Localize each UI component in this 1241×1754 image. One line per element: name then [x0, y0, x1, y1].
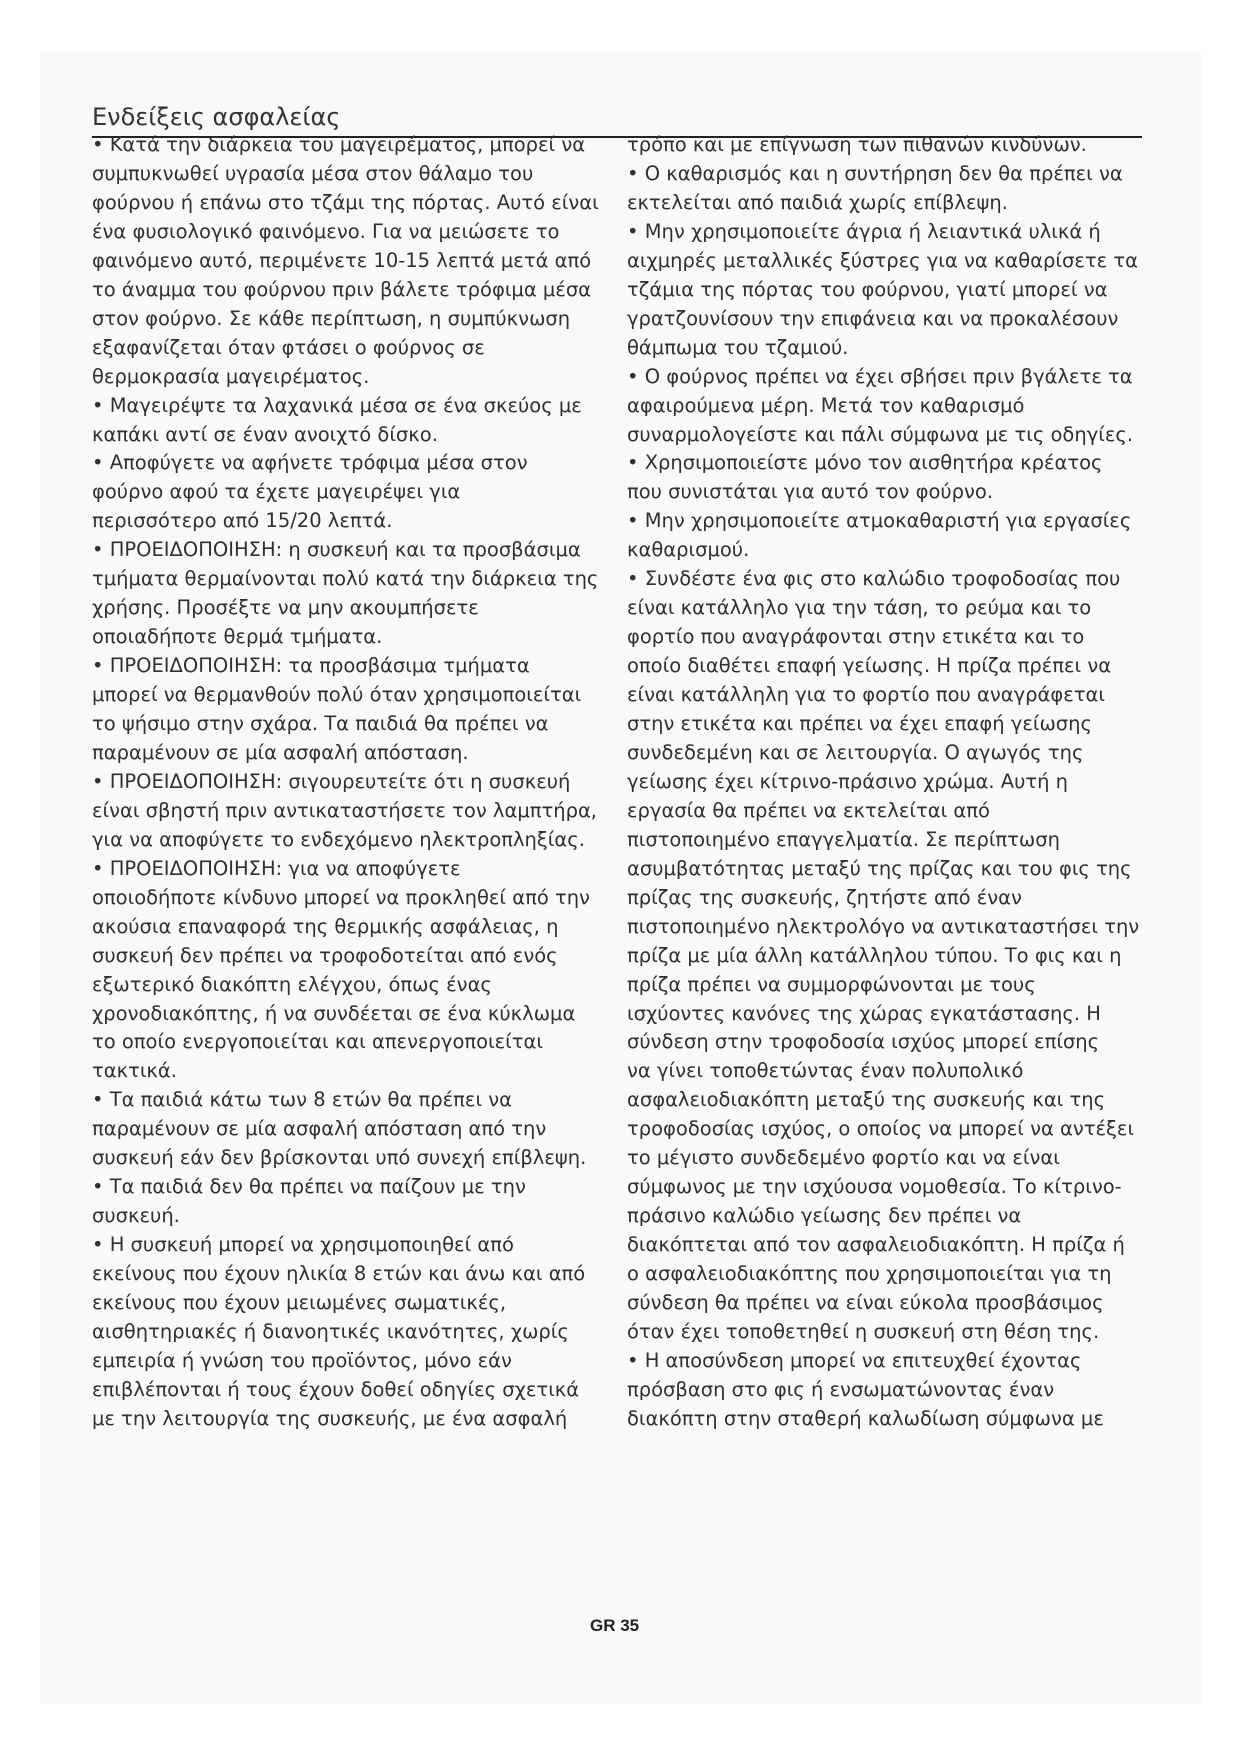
text-line: το ψήσιμο στην σχάρα. Τα παιδιά θα πρέπει να: [92, 712, 549, 735]
text-line: σύμφωνος με την ισχύουσα νομοθεσία. Το κίτρινο-: [627, 1175, 1122, 1199]
text-line: είναι σβηστή πριν αντικαταστήσετε τον λαμπτήρα,: [92, 798, 598, 822]
text-line: • Η συσκευή μπορεί να χρησιμοποιηθεί από: [92, 1233, 514, 1257]
text-line: πιστοποιημένο επαγγελματία. Σε περίπτωση: [627, 827, 1060, 851]
text-line: • ΠΡΟΕΙΔΟΠΟΙΗΣΗ: η συσκευή και τα προσβάσιμα: [92, 538, 581, 562]
text-line: ισχύοντες κανόνες της χώρας εγκατάστασης. Η: [627, 1001, 1101, 1025]
text-line: όταν έχει τοποθετηθεί η συσκευή στη θέση της.: [627, 1319, 1100, 1343]
text-line: φούρνο αφού τα έχετε μαγειρέψει για: [92, 480, 461, 504]
text-line: αφαιρούμενα μέρη. Μετά τον καθαρισμό: [627, 393, 1025, 417]
text-line: θερμοκρασία μαγειρέματος.: [92, 364, 370, 388]
text-line: για να αποφύγετε το ενδεχόμενο ηλεκτροπληξίας.: [92, 827, 585, 851]
text-line: συσκευή δεν πρέπει να τροφοδοτείται από ενός: [92, 943, 558, 967]
text-line: στην ετικέτα και πρέπει να έχει επαφή γείωσης: [627, 712, 1092, 735]
text-line: φούρνου ή επάνω στο τζάμι της πόρτας. Αυτό είναι: [92, 190, 599, 214]
text-line: τροφοδοσίας ισχύος, ο οποίος να μπορεί να αντέξει: [627, 1117, 1135, 1141]
text-line: συσκευή εάν δεν βρίσκονται υπό συνεχή επίβλεψη.: [92, 1146, 587, 1170]
text-line: • ΠΡΟΕΙΔΟΠΟΙΗΣΗ: σιγουρευτείτε ότι η συσκευή: [92, 769, 571, 793]
text-line: συναρμολογείστε και πάλι σύμφωνα με τις οδηγίες.: [627, 422, 1134, 446]
text-line: πρίζας της συσκευής, ζητήστε από έναν: [627, 885, 1022, 909]
text-line: αιχμηρές μεταλλικές ξύστρες για να καθαρίσετε τα: [627, 248, 1138, 272]
text-line: συμπυκνωθεί υγρασία μέσα στον θάλαμο του: [92, 161, 534, 185]
text-line: ασφαλειοδιακόπτη μεταξύ της συσκευής και της: [627, 1088, 1106, 1112]
text-line: σύνδεση στην τροφοδοσία ισχύος μπορεί επίσης: [627, 1030, 1100, 1054]
text-line: πράσινο καλώδιο γείωσης δεν πρέπει να: [627, 1204, 1022, 1228]
text-line: • Μην χρησιμοποιείτε ατμοκαθαριστή για εργασίες: [627, 509, 1132, 533]
text-line: • Η αποσύνδεση μπορεί να επιτευχθεί έχοντας: [627, 1348, 1082, 1372]
text-line: πιστοποιημένο ηλεκτρολόγο να αντικαταστήσει την: [627, 914, 1140, 938]
text-line: συσκευή.: [92, 1204, 180, 1228]
text-line: στον φούρνο. Σε κάθε περίπτωση, η συμπύκνωση: [92, 306, 571, 330]
text-line: να γίνει τοποθετώντας έναν πολυπολικό: [627, 1059, 1024, 1083]
text-line: • Ο καθαρισμός και η συντήρηση δεν θα πρέπει να: [627, 161, 1123, 185]
text-line: • ΠΡΟΕΙΔΟΠΟΙΗΣΗ: τα προσβάσιμα τμήματα: [92, 654, 530, 678]
text-line: • Ο φούρνος πρέπει να έχει σβήσει πριν βγάλετε τα: [627, 364, 1133, 388]
text-line: το άναμμα του φούρνου πριν βάλετε τρόφιμα μέσα: [92, 277, 592, 301]
text-line: διακόπτη στην σταθερή καλωδίωση σύμφωνα με: [627, 1406, 1104, 1430]
text-line: σύνδεση θα πρέπει να είναι εύκολα προσβάσιμος: [627, 1291, 1104, 1314]
text-line: • Αποφύγετε να αφήνετε τρόφιμα μέσα στον: [92, 451, 528, 475]
text-line: το μέγιστο συνδεδεμένο φορτίο και να είναι: [627, 1146, 1060, 1170]
text-line: φορτίο που αναγράφονται στην ετικέτα και το: [627, 625, 1085, 649]
text-line: εκείνους που έχουν μειωμένες σωματικές,: [92, 1291, 507, 1314]
text-line: ακούσια επαναφορά της θερμικής ασφάλειας, η: [92, 914, 559, 938]
text-line: καπάκι αντί σε έναν ανοιχτό δίσκο.: [92, 422, 438, 446]
text-line: οποίο διαθέτει επαφή γείωσης. Η πρίζα πρέπει να: [627, 654, 1112, 678]
text-line: εμπειρία ή γνώση του προϊόντος, μόνο εάν: [92, 1348, 512, 1372]
text-line: • Κατά την διάρκεια του μαγειρέματος, μπορεί να: [92, 133, 586, 156]
text-line: τακτικά.: [92, 1059, 177, 1083]
text-line: • Τα παιδιά κάτω των 8 ετών θα πρέπει να: [92, 1088, 512, 1112]
text-line: • Συνδέστε ένα φις στο καλώδιο τροφοδοσίας που: [627, 567, 1121, 591]
text-line: γείωσης έχει κίτρινο-πράσινο χρώμα. Αυτή η: [627, 769, 1069, 793]
text-line: είναι κατάλληλο για την τάση, το ρεύμα και το: [627, 596, 1092, 620]
text-line: οποιοδήποτε κίνδυνο μπορεί να προκληθεί από την: [92, 885, 590, 909]
text-line: θάμπωμα του τζαμιού.: [627, 335, 849, 359]
text-line: είναι κατάλληλη για το φορτίο που αναγράφεται: [627, 683, 1105, 707]
text-line: περισσότερο από 15/20 λεπτά.: [92, 509, 393, 533]
text-line: εκείνους που έχουν ηλικία 8 ετών και άνω και από: [92, 1262, 586, 1286]
text-line: εξαφανίζεται όταν φτάσει ο φούρνος σε: [92, 335, 485, 359]
text-line: οποιαδήποτε θερμά τμήματα.: [92, 625, 383, 649]
text-line: χρήσης. Προσέξτε να μην ακουμπήσετε: [92, 596, 479, 620]
text-line: παραμένουν σε μία ασφαλή απόσταση.: [92, 740, 469, 764]
text-line: διακόπτεται από τον ασφαλειοδιακόπτη. Η πρίζα ή: [627, 1233, 1125, 1257]
text-line: συνδεδεμένη και σε λειτουργία. Ο αγωγός της: [627, 740, 1084, 764]
text-line: που συνιστάται για αυτό τον φούρνο.: [627, 480, 994, 504]
page-number: GR 35: [590, 1616, 640, 1635]
text-line: επιβλέπονται ή τους έχουν δοθεί οδηγίες σχετικά: [92, 1377, 580, 1401]
text-line: ασυμβατότητας μεταξύ της πρίζας και του φις της: [627, 856, 1132, 880]
text-line: πρίζα με μία άλλη κατάλληλου τύπου. Το φις και η: [627, 943, 1122, 967]
text-line: • Μαγειρέψτε τα λαχανικά μέσα σε ένα σκεύος με: [92, 393, 582, 417]
text-line: πρόσβαση στο φις ή ενσωματώνοντας έναν: [627, 1377, 1055, 1401]
text-line: ένα φυσιολογικό φαινόμενο. Για να μειώσετε το: [92, 219, 560, 243]
text-line: τμήματα θερμαίνονται πολύ κατά την διάρκεια της: [92, 567, 599, 591]
text-line: ο ασφαλειοδιακόπτης που χρησιμοποιείται για τη: [627, 1262, 1112, 1286]
text-line: φαινόμενο αυτό, περιμένετε 10-15 λεπτά μετά από: [92, 248, 592, 272]
text-line: το οποίο ενεργοποιείται και απενεργοποιείται: [92, 1030, 543, 1054]
text-line: τζάμια της πόρτας του φούρνου, γιατί μπορεί να: [627, 277, 1108, 301]
text-line: • Τα παιδιά δεν θα πρέπει να παίζουν με την: [92, 1175, 526, 1199]
text-line: αισθητηριακές ή διανοητικές ικανότητες, χωρίς: [92, 1319, 569, 1343]
section-heading: Ενδείξεις ασφαλείας: [92, 100, 1142, 138]
text-line: τρόπο και με επίγνωση των πιθανών κινδύνων.: [627, 133, 1087, 156]
text-line: καθαρισμού.: [627, 538, 750, 562]
text-line: εργασία θα πρέπει να εκτελείται από: [627, 798, 990, 822]
text-line: εκτελείται από παιδιά χωρίς επίβλεψη.: [627, 190, 1008, 214]
text-line: χρονοδιακόπτης, ή να συνδέεται σε ένα κύκλωμα: [92, 1001, 576, 1025]
text-line: • Χρησιμοποιείστε μόνο τον αισθητήρα κρέατος: [627, 451, 1103, 475]
text-line: εξωτερικό διακόπτη ελέγχου, όπως ένας: [92, 972, 492, 996]
text-line: μπορεί να θερμανθούν πολύ όταν χρησιμοποιείται: [92, 683, 582, 707]
text-line: πρίζα πρέπει να συμμορφώνονται με τους: [627, 972, 1036, 996]
text-line: με την λειτουργία της συσκευής, με ένα ασφαλή: [92, 1406, 568, 1430]
text-line: • ΠΡΟΕΙΔΟΠΟΙΗΣΗ: για να αποφύγετε: [92, 856, 461, 880]
text-line: γρατζουνίσουν την επιφάνεια και να προκαλέσουν: [627, 306, 1119, 330]
text-line: παραμένουν σε μία ασφαλή απόσταση από την: [92, 1117, 547, 1141]
text-line: • Μην χρησιμοποιείτε άγρια ή λειαντικά υλικά ή: [627, 219, 1101, 243]
